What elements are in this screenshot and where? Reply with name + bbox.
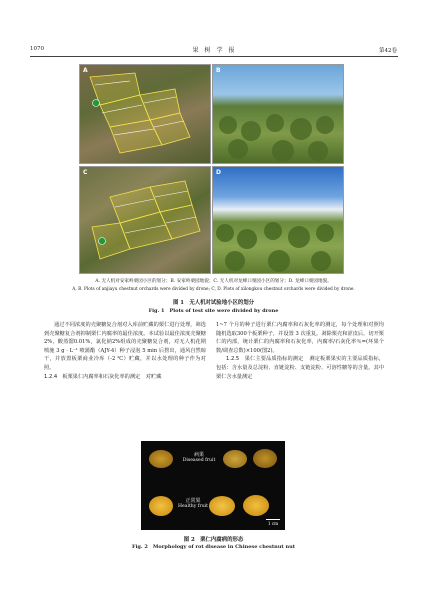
section-1-2-5-heading: 1.2.5 果仁主要品质指标的测定 — [226, 356, 304, 363]
figure2-photo — [141, 441, 285, 530]
right-column — [216, 321, 384, 381]
figure2-title-en: Fig. 2 Morphology of rot disease in Chinese chestnut nut — [131, 544, 296, 550]
panel-a-label: A — [83, 67, 88, 74]
left-column — [44, 321, 206, 381]
section-1-2-4-heading: 1.2.4 板栗果仁内腐率和石灰化率的测定 — [44, 373, 141, 380]
figure2-title-cn: 图 2 栗仁内腐病的形态 — [183, 537, 244, 543]
scale-bar-label: 1 cm — [267, 521, 279, 526]
right-paragraph-1: 1~7 个月的种子进行栗仁内腐率和石灰化率的测定，每个处理和对照均随机选取300个板栗种子，并设置 3 次重复。剥除栗壳和涩皮后，切开栗仁的内部，统计栗仁的内腐率和石灰化率，内腐率/石灰化率％=(坏果个数/调查总数)×100(图2)。 — [216, 322, 384, 354]
right-paragraph-2: 测定板栗果实的主要品质指标，包括：含水量及总淀粉、直链淀粉、支链淀粉、可溶性糖等的含量。其中栗仁含水量测定 — [216, 356, 384, 380]
diseased-label-cn: 病果 — [193, 452, 204, 458]
panel-c-label: C — [83, 169, 88, 176]
figure1-panel-c — [79, 166, 211, 274]
section-1-2-4-tail: 对贮藏 — [145, 373, 162, 380]
healthy-label-cn: 正常果 — [185, 498, 201, 504]
figure1-caption-detail-en: A, B. Plots of anjiayu chestnut orchards were divided by drone; C, D. Plots of xilongkou chestnut orchards were divided by drone. — [72, 287, 355, 292]
page-number: 1070 — [30, 46, 44, 52]
left-paragraph: 通过不同浓度的壳聚糖复合剂对入库前贮藏的栗仁进行处理，筛选到壳聚糖复合剂抑制栗仁内腐率的最佳浓度。本试验以最佳浓度壳聚糖 2%，酸蒸馏0.01%，氯化钠2%组成的壳聚糖复合剂，对无人机花期喷施 3 g · L⁻¹ 喷蒲酯（AJY-4）种子浸泡 5 min 后捞出，通风自然晾干，并放置板栗商业冷库（-2 ℃）贮藏，并以水处理的种子作为对照。 — [44, 322, 206, 371]
scale-bar — [266, 519, 280, 520]
diseased-fruit — [223, 450, 247, 468]
figure1-panel-a — [79, 64, 211, 164]
panel-d-label: D — [216, 169, 221, 176]
diseased-label-en: Diseased fruit — [182, 458, 216, 463]
volume-label: 第42卷 — [379, 48, 397, 54]
right-section-para — [216, 355, 384, 381]
figure1-panel-b — [212, 64, 344, 164]
orchard-landscape-d — [213, 167, 343, 273]
journal-title: 果 树 学 报 — [192, 47, 235, 54]
healthy-fruit — [209, 496, 235, 516]
figure1-panel-d — [212, 166, 344, 274]
panel-b-label: B — [216, 67, 221, 74]
figure1-caption-detail-cn: A. 无人机对安家岭栗园小区的划分；B. 安家岭栗园地貌；C. 无人机对龙峰口栗园小区的划分；D. 龙峰口栗园地貌。 — [95, 279, 332, 284]
diseased-fruit — [149, 450, 173, 468]
healthy-label-en: Healthy fruit — [178, 504, 208, 509]
figure1-title-cn: 图 1 无人机对试验地小区的划分 — [172, 300, 255, 306]
healthy-fruit — [243, 495, 269, 516]
orchard-plot-map-a — [80, 65, 210, 163]
header-rule — [30, 56, 398, 57]
orchard-landscape-b — [213, 65, 343, 163]
healthy-fruit — [149, 496, 173, 516]
diseased-fruit — [253, 449, 277, 468]
orchard-plot-map-c — [80, 167, 210, 273]
left-section-heading — [44, 373, 206, 382]
figure1-title-en: Fig. 1 Plots of test site were divided by drone — [148, 308, 279, 314]
